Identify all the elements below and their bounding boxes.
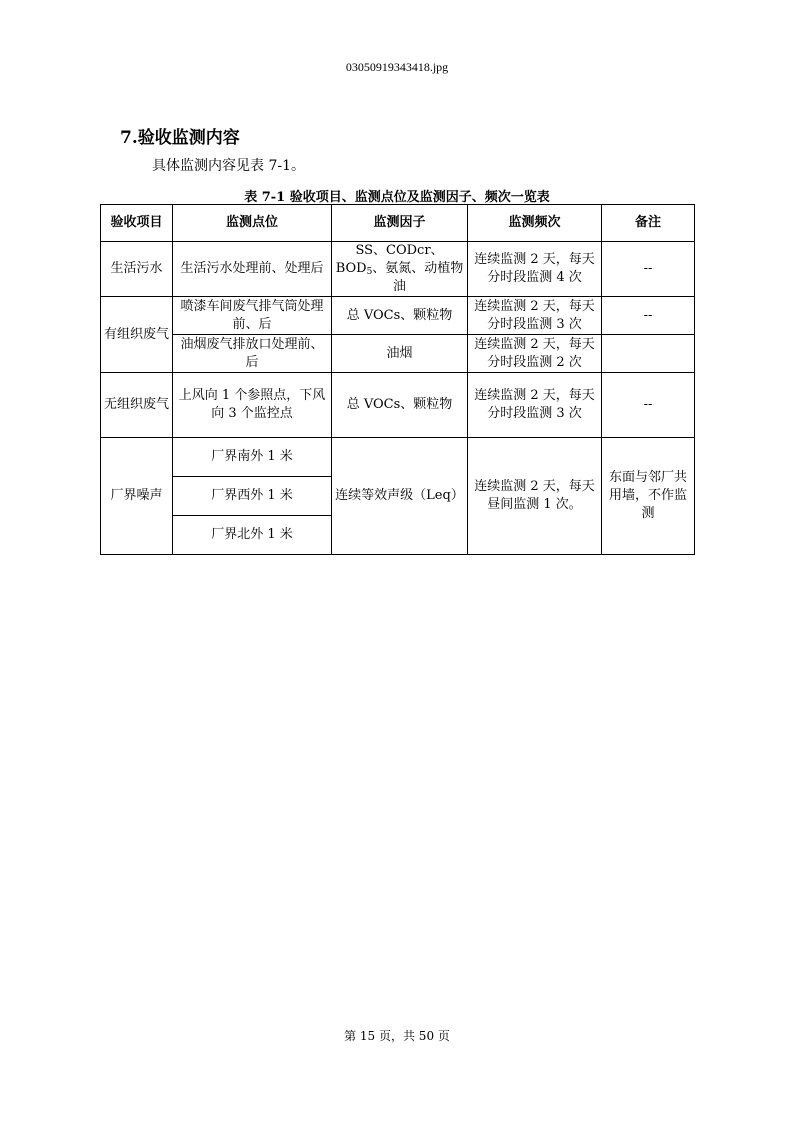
organized-1-point: 喷漆车间废气排气筒处理前、后 <box>173 297 332 335</box>
table-row-water <box>101 242 695 297</box>
header-frequency: 监测频次 <box>468 205 602 242</box>
unorganized-frequency: 连续监测 2 天，每天分时段监测 3 次 <box>468 373 602 438</box>
table-row-organized-2 <box>101 335 695 373</box>
noise-point-north: 厂界北外 1 米 <box>173 516 332 555</box>
organized-2-factor: 油烟 <box>332 335 468 373</box>
noise-point-south: 厂界南外 1 米 <box>173 438 332 477</box>
unorganized-point: 上风向 1 个参照点，下风向 3 个监控点 <box>173 373 332 438</box>
organized-1-frequency: 连续监测 2 天，每天分时段监测 3 次 <box>468 297 602 335</box>
water-item: 生活污水 <box>101 242 173 297</box>
intro-text: 具体监测内容见表 7-1。 <box>152 158 305 174</box>
noise-factor: 连续等效声级（Leq） <box>332 438 468 555</box>
water-point: 生活污水处理前、处理后 <box>173 242 332 297</box>
header-factor: 监测因子 <box>332 205 468 242</box>
noise-frequency: 连续监测 2 天，每天昼间监测 1 次。 <box>468 438 602 555</box>
monitoring-table <box>100 204 695 555</box>
header-point: 监测点位 <box>173 205 332 242</box>
unorganized-factor: 总 VOCs、颗粒物 <box>332 373 468 438</box>
water-note: -- <box>602 242 695 297</box>
noise-item: 厂界噪声 <box>101 438 173 555</box>
organized-2-point: 油烟废气排放口处理前、后 <box>173 335 332 373</box>
organized-2-note <box>602 335 695 373</box>
unorganized-item: 无组织废气 <box>101 373 173 438</box>
header-note: 备注 <box>602 205 695 242</box>
organized-2-frequency: 连续监测 2 天，每天分时段监测 2 次 <box>468 335 602 373</box>
noise-point-west: 厂界西外 1 米 <box>173 477 332 516</box>
section-title: 7.验收监测内容 <box>120 128 240 148</box>
organized-1-factor: 总 VOCs、颗粒物 <box>332 297 468 335</box>
file-header: 03050919343418.jpg <box>345 60 449 74</box>
water-factor-subscript: 5 <box>366 267 373 277</box>
organized-item: 有组织废气 <box>101 297 173 373</box>
header-item: 验收项目 <box>101 205 173 242</box>
water-factor-main: SS、CODcr、BOD <box>335 243 444 276</box>
water-factor <box>332 242 468 297</box>
organized-1-note: -- <box>602 297 695 335</box>
table-row-unorganized <box>101 373 695 438</box>
table-row-organized-1 <box>101 297 695 335</box>
table-header-row <box>101 205 695 242</box>
table-row-noise-1 <box>101 438 695 477</box>
noise-note: 东面与邻厂共用墙，不作监测 <box>602 438 695 555</box>
unorganized-note: -- <box>602 373 695 438</box>
page-footer: 第 15 页，共 50 页 <box>344 1029 450 1043</box>
water-frequency: 连续监测 2 天，每天分时段监测 4 次 <box>468 242 602 297</box>
water-factor-tail: 、氨氮、动植物油 <box>372 261 464 294</box>
table-caption: 表 7-1 验收项目、监测点位及监测因子、频次一览表 <box>244 190 550 205</box>
